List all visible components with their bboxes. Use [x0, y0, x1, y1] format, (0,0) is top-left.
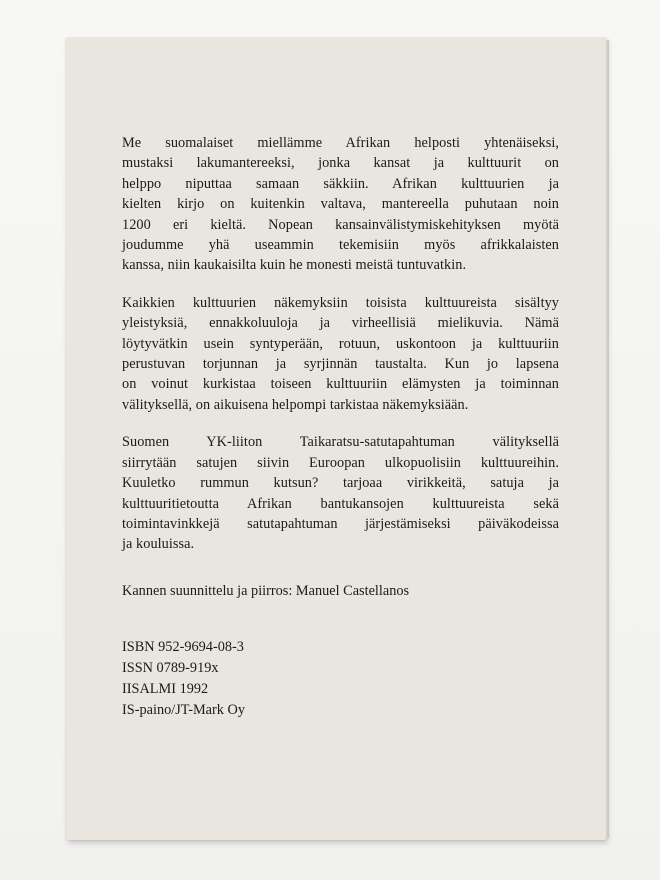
- text-line: löytyvätkin usein syntyperään, rotuun, uskontoon ja kulttuuriin: [122, 335, 559, 352]
- text-line: kanssa, niin kaukaisilta kuin he monesti meistä tuntuvatkin.: [122, 257, 467, 274]
- text-line: 1200 eri kieltä. Nopean kansainvälistymiskehityksen myötä: [122, 216, 559, 233]
- paragraph-taikaratsu: [122, 432, 559, 554]
- text-line: Kaikkien kulttuurien näkemyksiin toisista kulttuureista sisältyy: [122, 294, 559, 311]
- paragraph-prejudice: [122, 293, 559, 415]
- issn: ISSN 0789-919x: [122, 660, 219, 677]
- isbn: ISBN 952-9694-08-3: [122, 639, 244, 656]
- text-line: joudumme yhä useammin tekemisiin myös afrikkalaisten: [122, 237, 559, 254]
- text-line: helppo niputtaa samaan säkkiin. Afrikan kulttuurien ja: [122, 175, 559, 192]
- text-line: perustuvan torjunnan ja syrjinnän taustalta. Kun jo lapsena: [122, 356, 559, 373]
- place-year: IISALMI 1992: [122, 681, 209, 698]
- text-line: on voinut kurkistaa toiseen kulttuuriin elämysten ja toiminnan: [122, 376, 559, 393]
- paragraph-intro: [122, 133, 559, 276]
- back-cover-text: [122, 133, 559, 721]
- text-line: kulttuuritietoutta Afrikan bantukansojen kulttuureista sekä: [122, 495, 559, 512]
- text-line: välityksellä, on aikuisena helpompi tarkistaa näkemyksiään.: [122, 396, 469, 413]
- text-line: ja kouluissa.: [122, 536, 195, 553]
- book-back-cover: [66, 38, 606, 840]
- text-line: kielten kirjo on kuitenkin valtava, mantereella puhutaan noin: [122, 196, 559, 213]
- text-line: siirrytään satujen siivin Euroopan ulkopuolisiin kulttuureihin.: [122, 454, 559, 471]
- text-line: Me suomalaiset miellämme Afrikan helposti yhtenäiseksi,: [122, 135, 559, 151]
- text-line: mustaksi lakumantereeksi, jonka kansat ja kulttuurit on: [122, 155, 559, 172]
- publication-info: [122, 637, 559, 721]
- printer: IS-paino/JT-Mark Oy: [122, 702, 245, 719]
- text-line: Suomen YK-liiton Taikaratsu-satutapahtuman välityksellä: [122, 434, 559, 451]
- text-line: toimintavinkkejä satutapahtuman järjestämiseksi päiväkodeissa: [122, 515, 559, 532]
- cover-credit: Kannen suunnittelu ja piirros: Manuel Castellanos: [122, 582, 410, 599]
- text-line: yleistyksiä, ennakkoluuloja ja virheellisiä mielikuvia. Nämä: [122, 315, 559, 332]
- text-line: Kuuletko rummun kutsun? tarjoaa virikkeitä, satuja ja: [122, 475, 559, 492]
